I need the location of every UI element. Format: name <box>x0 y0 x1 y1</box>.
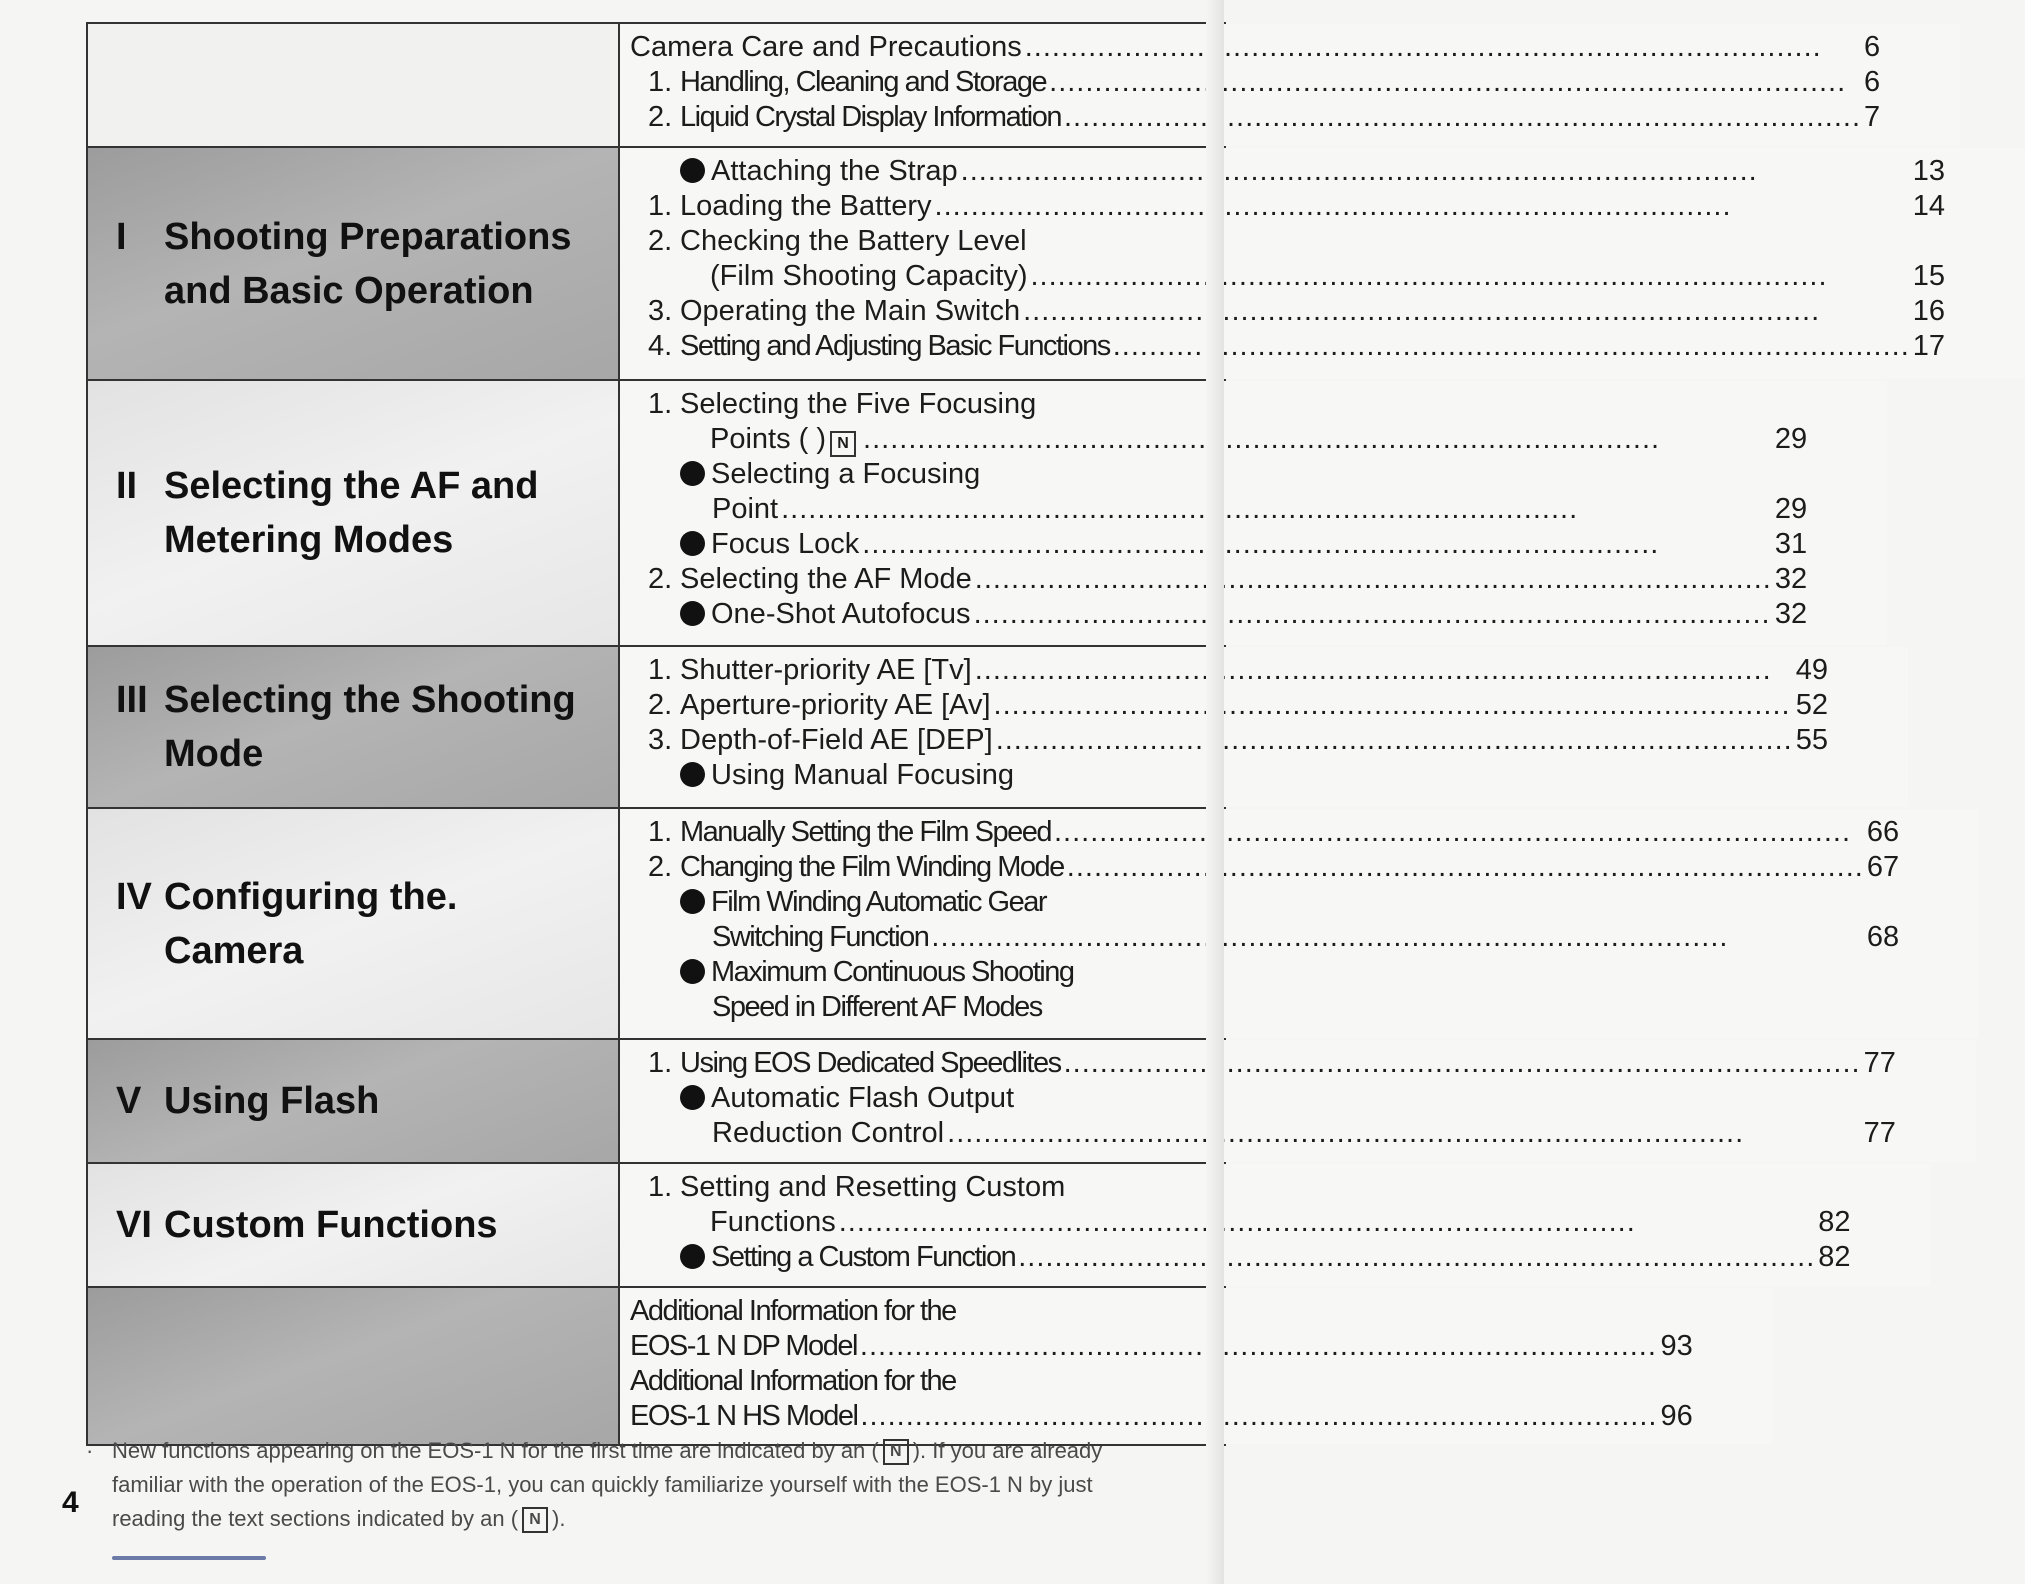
entry-number: 1. <box>648 190 673 222</box>
dot-leader <box>1054 815 1864 850</box>
new-feature-n-icon: N <box>830 431 856 457</box>
entry-number: 2. <box>648 101 673 133</box>
dot-leader <box>994 688 1793 723</box>
entry-title: Switching Function <box>712 921 929 953</box>
footnote-part-1: New functions appearing on the EOS-1 N for the first time are indicated by an ( <box>112 1438 879 1463</box>
entry-title: Handling, Cleaning and Storage <box>680 66 1047 98</box>
chapter-number: III <box>116 679 148 721</box>
toc-entry[interactable] <box>630 920 1899 955</box>
entries-cell <box>620 381 1887 645</box>
toc-entry[interactable] <box>630 224 1945 259</box>
entry-title: Point <box>712 493 779 525</box>
entry-number: 4. <box>648 330 673 362</box>
entry-number: 3. <box>648 295 673 327</box>
page-ref: 49 <box>1795 654 1828 686</box>
new-feature-n-icon: N <box>522 1507 548 1533</box>
toc-row-chapter-4 <box>88 809 1900 1040</box>
entry-number: 1. <box>648 388 673 420</box>
bullet-icon <box>680 762 705 787</box>
bullet-icon <box>680 1244 705 1269</box>
entry-title: Using Manual Focusing <box>711 759 1015 791</box>
page-ref: 17 <box>1912 330 1946 362</box>
toc-entry[interactable] <box>630 758 1828 793</box>
footnote <box>86 1434 1146 1536</box>
chapter-cell <box>88 1288 620 1444</box>
bullet-icon <box>680 158 705 183</box>
chapter-heading[interactable] <box>116 673 608 781</box>
dot-leader <box>1025 30 1861 65</box>
entry-title: Reduction Control <box>712 1117 945 1149</box>
chapter-number: IV <box>116 875 152 918</box>
page-ref: 52 <box>1795 689 1828 721</box>
chapter-cell <box>88 1040 620 1162</box>
bullet-icon <box>680 531 705 556</box>
page-ref: 55 <box>1795 724 1828 756</box>
toc-row-chapter-5 <box>88 1040 1896 1164</box>
page-ref: 13 <box>1912 155 1946 187</box>
entry-title: Selecting the AF Mode <box>680 563 972 595</box>
entry-number: 2. <box>648 563 673 595</box>
entry-title: Liquid Crystal Display Information <box>680 101 1061 133</box>
toc-row-chapter-6 <box>88 1164 1851 1288</box>
page-ref: 32 <box>1774 598 1808 630</box>
chapter-title: Using Flash <box>164 1080 380 1122</box>
page-ref: 96 <box>1660 1400 1693 1432</box>
entry-title: Operating the Main Switch <box>680 295 1021 327</box>
entry-title: Setting and Adjusting Basic Functions <box>680 330 1110 362</box>
dot-leader <box>1031 259 1910 294</box>
dot-leader <box>1113 329 1910 364</box>
entry-title: Manually Setting the Film Speed <box>680 816 1051 848</box>
entry-number: 1. <box>648 1171 673 1203</box>
chapter-cell <box>88 1164 620 1286</box>
chapter-heading[interactable] <box>116 459 608 567</box>
footnote-part-3: ). <box>552 1506 566 1531</box>
entry-title: EOS-1 N HS Model <box>630 1400 858 1432</box>
entry-title: Additional Information for the <box>630 1365 956 1397</box>
entry-title: Attaching the Strap <box>711 155 958 187</box>
dot-leader <box>839 1205 1816 1240</box>
chapter-cell <box>88 647 620 807</box>
dot-leader <box>1064 1046 1861 1081</box>
entry-title: Selecting the Five Focusing <box>680 388 1037 420</box>
chapter-number: I <box>116 215 127 258</box>
entry-number: 3. <box>648 724 673 756</box>
bullet-icon <box>680 461 705 486</box>
dot-leader <box>860 1329 1658 1364</box>
chapter-title: Shooting Preparations and Basic Operation <box>164 215 572 312</box>
toc-entry[interactable] <box>630 65 1880 100</box>
toc-entry[interactable] <box>630 815 1899 850</box>
bullet-icon <box>680 601 705 626</box>
entry-title: Functions <box>710 1206 836 1238</box>
entry-number: 1. <box>648 66 673 98</box>
toc-entry[interactable] <box>630 688 1828 723</box>
toc-entry[interactable] <box>630 1116 1896 1151</box>
entry-title: Aperture-priority AE [Av] <box>680 689 991 721</box>
dot-leader <box>961 154 1910 189</box>
page-number: 4 <box>62 1486 79 1519</box>
entry-title: Shutter-priority AE [Tv] <box>680 654 972 686</box>
entry-number: 2. <box>648 689 673 721</box>
entry-title: Setting and Resetting Custom <box>680 1171 1066 1203</box>
entry-number: 1. <box>648 1047 673 1079</box>
toc-entry[interactable] <box>630 100 1880 135</box>
toc-entry[interactable] <box>630 885 1899 920</box>
toc-entry[interactable] <box>630 990 1899 1025</box>
toc-entry[interactable] <box>630 1240 1851 1275</box>
tab-mark <box>112 1556 266 1560</box>
entry-title: Depth-of-Field AE [DEP] <box>680 724 993 756</box>
dot-leader <box>931 920 1863 955</box>
toc-row-chapter-2 <box>88 381 1808 647</box>
entries-cell <box>620 647 1908 807</box>
toc-entry[interactable] <box>630 955 1899 990</box>
entry-number: 1. <box>648 816 673 848</box>
dot-leader <box>1023 294 1910 329</box>
toc-entry[interactable] <box>630 294 1945 329</box>
entries-cell <box>620 1164 1931 1286</box>
table-of-contents <box>86 22 1946 1446</box>
entry-title: Using EOS Dedicated Speedlites <box>680 1047 1061 1079</box>
page-ref: 93 <box>1660 1330 1693 1362</box>
chapter-number: V <box>116 1080 142 1122</box>
toc-entry[interactable] <box>630 653 1828 688</box>
page-ref: 68 <box>1866 921 1900 953</box>
entry-title: Selecting a Focusing <box>711 458 981 490</box>
chapter-title: Configuring the. Camera <box>164 875 458 972</box>
toc-entry[interactable] <box>630 1046 1896 1081</box>
entry-number: 1. <box>648 654 673 686</box>
entry-title: EOS-1 N DP Model <box>630 1330 857 1362</box>
dot-leader <box>781 492 1772 527</box>
chapter-heading[interactable] <box>116 1198 608 1252</box>
entry-number: 2. <box>648 851 673 883</box>
chapter-heading[interactable] <box>116 870 608 978</box>
page-ref: 15 <box>1912 260 1946 292</box>
chapter-title: Selecting the AF and Metering Modes <box>164 465 539 561</box>
entries-cell <box>620 809 1979 1038</box>
bullet-icon <box>680 959 705 984</box>
entry-title: Additional Information for the <box>630 1295 956 1327</box>
footnote-part-2: ). If you are already familiar with the operation of the EOS-1, you can quickly familiarize yourself with the EOS-1 N by just reading the text sections indicated by an ( <box>112 1438 1103 1531</box>
entry-title: (Film Shooting Capacity) <box>710 260 1028 292</box>
entry-title: Checking the Battery Level <box>680 225 1027 257</box>
chapter-number: VI <box>116 1204 152 1246</box>
toc-entry[interactable] <box>630 1081 1896 1116</box>
entries-cell <box>620 1288 1773 1444</box>
dot-leader <box>947 1116 1860 1151</box>
page-ref: 77 <box>1863 1047 1896 1079</box>
page-ref: 82 <box>1818 1206 1851 1238</box>
page-ref: 16 <box>1912 295 1946 327</box>
entry-title: Setting a Custom Function <box>711 1241 1016 1273</box>
toc-entry[interactable] <box>630 154 1945 189</box>
page-ref: 82 <box>1818 1241 1851 1273</box>
entry-number: 2. <box>648 225 673 257</box>
entry-title: Points ( ) <box>710 423 827 455</box>
chapter-cell <box>88 148 620 379</box>
page-ref: 66 <box>1866 816 1900 848</box>
footnote-bullet-icon: · <box>86 1438 94 1463</box>
toc-entry[interactable] <box>630 1399 1693 1434</box>
entries-cell <box>620 148 2025 379</box>
chapter-title: Selecting the Shooting Mode <box>164 679 576 775</box>
entry-title: Loading the Battery <box>680 190 932 222</box>
footnote-text <box>112 1434 1146 1536</box>
page-ref: 77 <box>1863 1117 1896 1149</box>
entry-title: Speed in Different AF Modes <box>712 991 1042 1023</box>
page-ref: 7 <box>1864 101 1881 133</box>
toc-row-care <box>88 24 1881 148</box>
chapter-title: Custom Functions <box>164 1204 498 1246</box>
page-ref: 6 <box>1864 31 1881 63</box>
toc-row-chapter-1 <box>88 148 1946 381</box>
chapter-cell <box>88 24 620 146</box>
chapter-heading[interactable] <box>116 210 608 318</box>
toc-entry[interactable] <box>630 1170 1851 1205</box>
page-ref: 31 <box>1774 528 1808 560</box>
dot-leader <box>863 422 1772 457</box>
toc-entry[interactable] <box>630 189 1945 224</box>
page-ref: 29 <box>1774 423 1808 455</box>
toc-entry[interactable] <box>630 1294 1693 1329</box>
entries-cell <box>620 24 1960 146</box>
dot-leader <box>975 562 1772 597</box>
toc-entry[interactable] <box>630 329 1945 364</box>
dot-leader <box>974 597 1772 632</box>
entry-title: One-Shot Autofocus <box>711 598 971 630</box>
dot-leader <box>935 189 1910 224</box>
chapter-cell <box>88 381 620 645</box>
entry-title: Camera Care and Precautions <box>630 31 1022 63</box>
bullet-icon <box>680 889 705 914</box>
entry-title: Focus Lock <box>711 528 860 560</box>
new-feature-n-icon: N <box>883 1439 909 1465</box>
dot-leader <box>1049 65 1861 100</box>
chapter-heading[interactable] <box>116 1074 608 1128</box>
entries-cell <box>620 1040 1976 1162</box>
chapter-cell <box>88 809 620 1038</box>
dot-leader <box>860 1399 1657 1434</box>
dot-leader <box>1067 850 1864 885</box>
page-ref: 6 <box>1864 66 1881 98</box>
toc-entry[interactable] <box>630 259 1945 294</box>
dot-leader <box>975 653 1793 688</box>
dot-leader <box>862 527 1772 562</box>
dot-leader <box>1018 1240 1815 1275</box>
entry-title: Film Winding Automatic Gear <box>711 886 1047 918</box>
chapter-number: II <box>116 465 138 507</box>
page-ref: 29 <box>1774 493 1808 525</box>
dot-leader <box>996 723 1793 758</box>
toc-entry[interactable] <box>630 850 1899 885</box>
toc-row-additional <box>88 1288 1693 1446</box>
toc-row-chapter-3 <box>88 647 1828 809</box>
bullet-icon <box>680 1085 705 1110</box>
scan-edge-shadow <box>1206 0 1224 1584</box>
toc-entry[interactable] <box>630 30 1880 65</box>
entry-title: Changing the Film Winding Mode <box>680 851 1064 883</box>
entry-title: Automatic Flash Output <box>711 1082 1015 1114</box>
toc-entry[interactable] <box>630 1329 1693 1364</box>
toc-entry[interactable] <box>630 1364 1693 1399</box>
dot-leader <box>1064 100 1861 135</box>
toc-entry[interactable] <box>630 1205 1851 1240</box>
toc-entry[interactable] <box>630 723 1828 758</box>
page-ref: 14 <box>1912 190 1946 222</box>
page-ref: 32 <box>1774 563 1808 595</box>
entry-title: Maximum Continuous Shooting <box>711 956 1074 988</box>
page-ref: 67 <box>1866 851 1900 883</box>
